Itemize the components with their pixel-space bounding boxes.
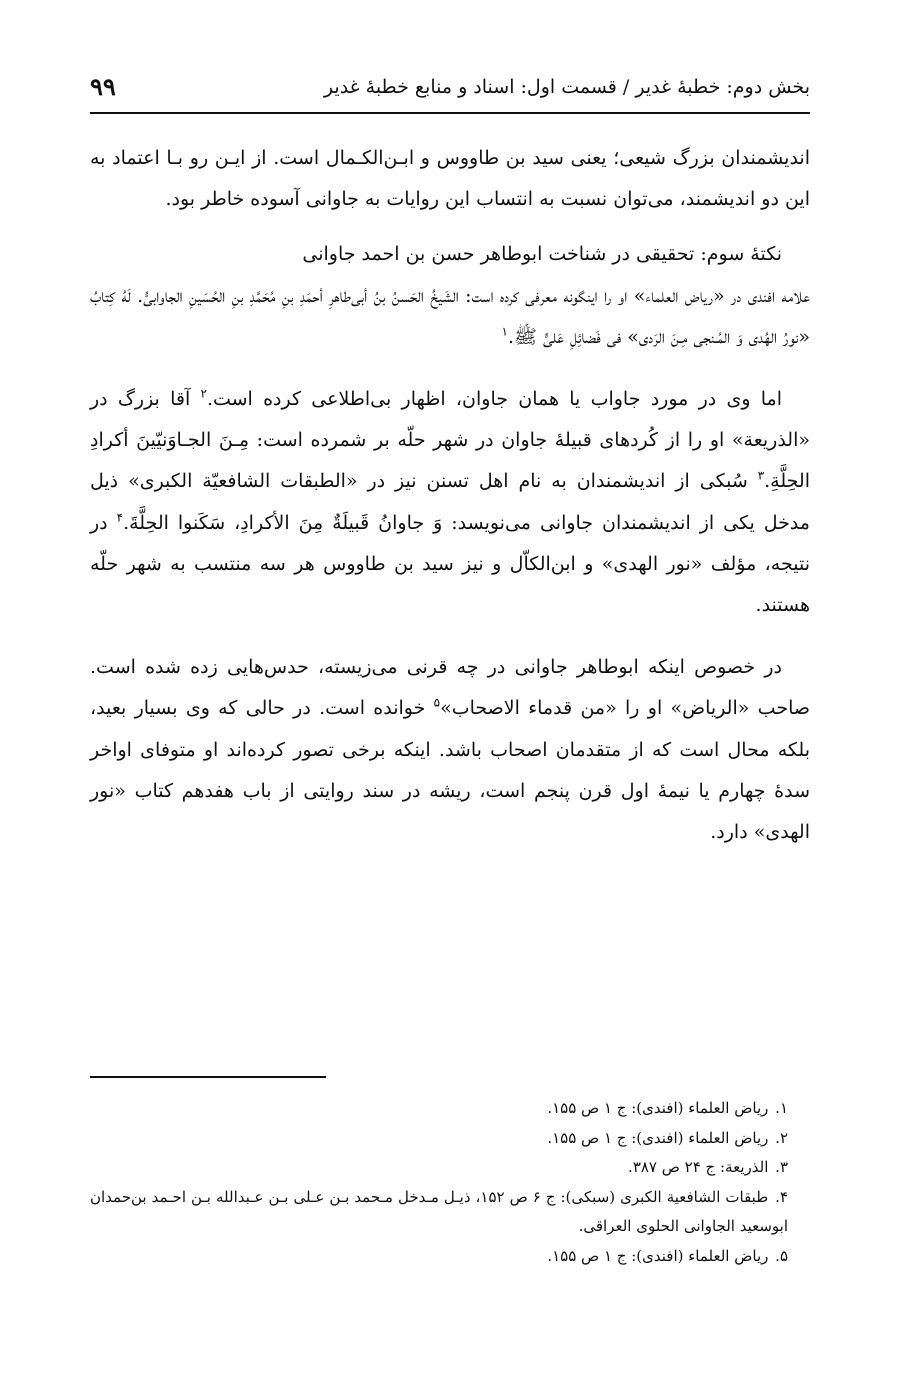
paragraph-2-text: علامه افندی در «ریاض العلماء» او را اینگونه معرفی کرده است: الشَیخُ الحَسنُ بنُ أبی‌طاهرِ أحمَدِ بنِ مُحَمَّدِ بنِ الحُسَینِ الجاوابیُّ. لَهُ کِتابُ «نورُ الهُدی وَ المُـنجی مِـنَ الرَدی» فی فَضائِلِ عَلیٍّ ﷺ. xyxy=(90,284,810,348)
footnote-text: ریاض العلماء (افندی): ج ۱ ص ۱۵۵. xyxy=(547,1099,769,1117)
paragraph-3-text-b: آقا بزرگ در «الذریعة» او را از کُردهای قبیلهٔ جاوان در شهر حلّه بر شمرده است: مِـنَ الجـاوَنیّینَ أکرادِ الحِلَّةِ. xyxy=(90,388,810,493)
paragraph-2 xyxy=(90,276,810,358)
section-heading: نکتهٔ سوم: تحقیقی در شناخت ابوطاهر حسن بن احمد جاوانی xyxy=(302,243,782,266)
main-text xyxy=(90,138,810,853)
running-head: بخش دوم: خطبهٔ غدیر / قسمت اول: اسناد و منابع خطبهٔ غدیر xyxy=(323,76,810,98)
footnote-item xyxy=(90,1153,810,1183)
footnote-text: الذریعة: ج ۲۴ ص ۳۸۷. xyxy=(628,1158,769,1176)
paragraph-3-text-a: اما وی در مورد جاواب یا همان جاوان، اظهار بی‌اطلاعی کرده است. xyxy=(206,388,782,411)
paragraph-3-text-d: در نتیجه، مؤلف «نور الهدی» و ابن‌الکاّل و نیز سید بن طاووس هر سه منتسب به شهر حلّه هستند. xyxy=(90,511,810,617)
footnote-number: ۲. xyxy=(775,1128,788,1147)
footnote-text: ریاض العلماء (افندی): ج ۱ ص ۱۵۵. xyxy=(547,1246,769,1265)
footnote-ref-3[interactable]: ۳ xyxy=(757,469,765,484)
footnote-item xyxy=(90,1183,810,1242)
footnote-text: طبقات الشافعیة الکبری (سبکی): ج ۶ ص ۱۵۲، ذیـل مـدخل مـحمد بـن عـلی بـن عـبدالله بـن احـمد بن‌حمدان ابوسعید الجاوانی الحلوی العراقی. xyxy=(90,1187,788,1235)
paragraph-3 xyxy=(90,379,810,626)
paragraph-4-text-a: در خصوص اینکه ابوطاهر جاوانی در چه قرنی می‌زیسته، حدس‌هایی زده شده است. صاحب «الریاض» او را «من قدماء الاصحاب» xyxy=(90,656,810,720)
footnote-ref-2[interactable]: ۲ xyxy=(200,386,207,401)
footnote-item xyxy=(90,1242,810,1272)
paragraph-4-text-b: خوانده است. در حالی که وی بسیار بعید، بلکه محال است که از متقدمان اصحاب باشد. اینکه برخی تصور کرده‌اند او متوفای اواخر سدهٔ چهارم یا نیمهٔ اول قرن پنجم است، ریشه در سند روایتی از باب هفدهم کتاب «نور الهدی» دارد. xyxy=(90,697,810,844)
book-page xyxy=(90,0,810,1390)
footnote-item xyxy=(90,1094,810,1124)
footnotes xyxy=(90,1094,810,1271)
footnote-ref-5[interactable]: ۵ xyxy=(433,696,441,711)
footnote-number: ۴. xyxy=(775,1187,788,1206)
footnote-ref-1[interactable]: ۱ xyxy=(501,324,508,339)
paragraph-4 xyxy=(90,647,810,853)
footnote-item xyxy=(90,1124,810,1154)
footnote-divider xyxy=(90,1076,326,1078)
footnote-text: ریاض العلماء (افندی): ج ۱ ص ۱۵۵. xyxy=(547,1128,769,1147)
page-header xyxy=(90,72,810,114)
paragraph-3-text-c: سُبکی از اندیشمندان به نام اهل تسنن نیز در «الطبقات الشافعیّة الکبری» ذیل مدخل یکی از اندیشمندان جاوانی می‌نویسد: وَ جاوانُ قَبیلَةٌ مِنَ الأکرادِ، سَکَنوا الحِلَّةَ. xyxy=(90,470,810,534)
footnote-number: ۳. xyxy=(775,1158,788,1176)
footnote-number: ۵. xyxy=(775,1246,788,1265)
footnote-ref-4[interactable]: ۴ xyxy=(116,510,124,525)
page-number: ۹۹ xyxy=(90,72,116,101)
paragraph-1: اندیشمندان بزرگ شیعی؛ یعنی سید بن طاووس و ابـن‌الکـمال است. از ایـن رو بـا اعتماد به این دو اندیشمند، می‌توان نسبت به انتساب این روایات به جاوانی آسوده خاطر بود. xyxy=(90,147,810,211)
footnote-number: ۱. xyxy=(775,1099,788,1117)
